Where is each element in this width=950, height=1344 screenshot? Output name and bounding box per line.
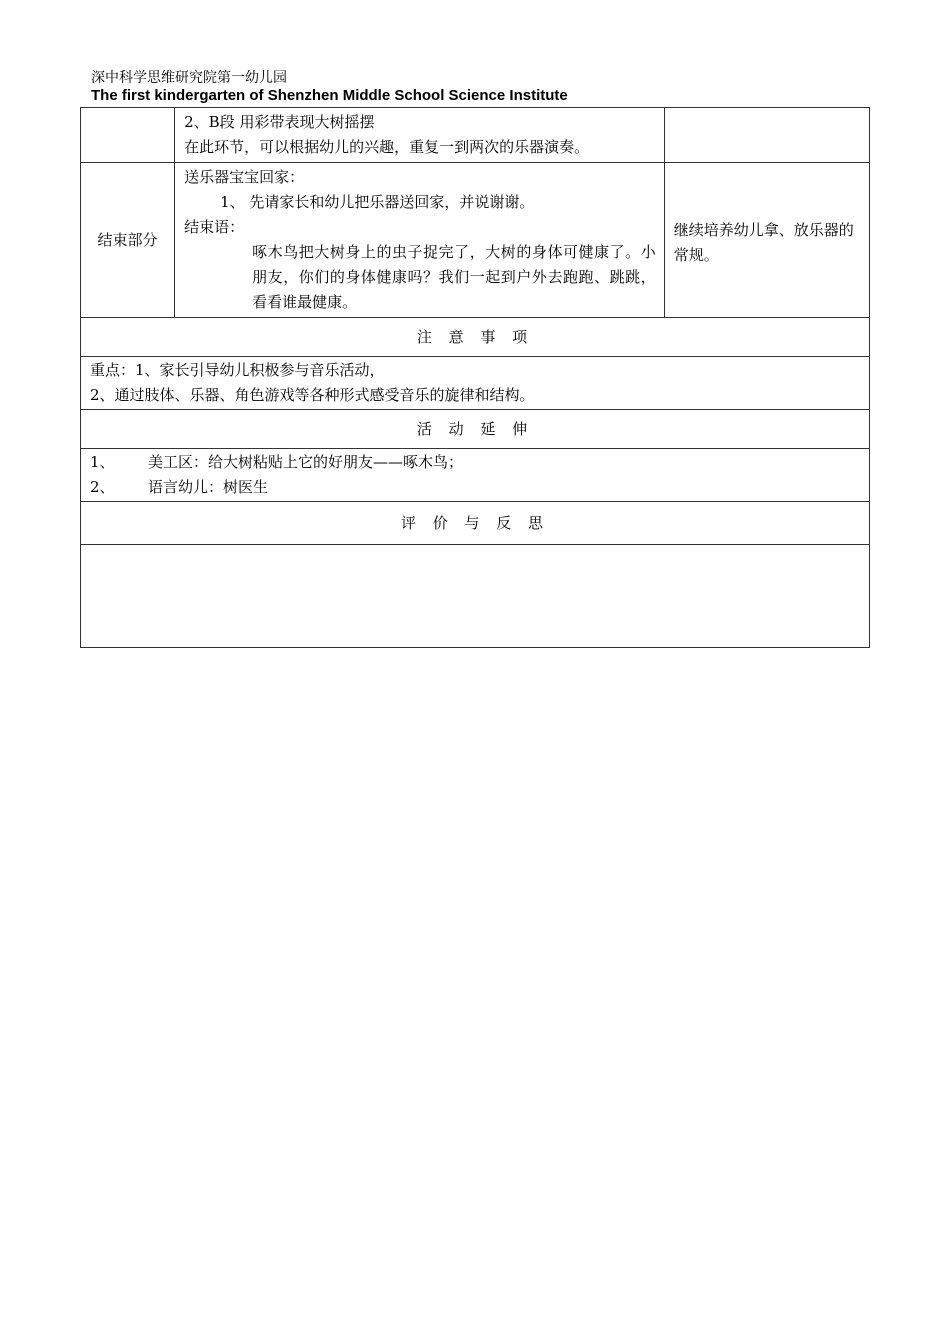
lesson-plan-table (80, 107, 870, 648)
extension-item (90, 475, 861, 500)
cell-empty-note (664, 108, 869, 163)
table-row-notes-content (81, 357, 870, 410)
header-title-en: The first kindergarten of Shenzhen Middle School Science Institute (91, 87, 568, 104)
ending-note: 继续培养幼儿拿、放乐器的常规。 (664, 163, 869, 318)
notes-line-1: 重点：1、家长引导幼儿积极参与音乐活动， (90, 361, 385, 379)
notes-line-2: 2、通过肢体、乐器、角色游戏等各种形式感受音乐的旋律和结构。 (90, 386, 535, 404)
evaluation-section-title: 评 价 与 反 思 (81, 502, 870, 545)
table-row-extension-content (81, 449, 870, 502)
extension-item-number: 2、 (90, 478, 115, 496)
table-row-notes-title (81, 318, 870, 357)
b-section-line-1: 2、B段 用彩带表现大树摇摆 (184, 113, 375, 131)
evaluation-content-area (81, 545, 870, 648)
table-row-evaluation-content (81, 545, 870, 648)
table-row-b-section (81, 108, 870, 163)
extension-item-text: 语言幼儿：树医生 (148, 478, 269, 496)
extension-item (90, 450, 861, 475)
b-section-line-2: 在此环节，可以根据幼儿的兴趣，重复一到两次的乐器演奏。 (184, 138, 590, 156)
cell-extension-content (81, 449, 870, 502)
table-row-ending (81, 163, 870, 318)
table-row-extension-title (81, 410, 870, 449)
table-row-evaluation-title (81, 502, 870, 545)
cell-b-section-content (175, 108, 665, 163)
ending-label: 结束部分 (81, 163, 175, 318)
ending-line-2: 1、 先请家长和幼儿把乐器送回家，并说谢谢。 (220, 193, 535, 211)
ending-line-3: 结束语： (184, 218, 245, 236)
cell-notes-content (81, 357, 870, 410)
ending-line-4: 啄木鸟把大树身上的虫子捉完了，大树的身体可健康了。小朋友，你们的身体健康吗？我们一起到户外去跑跑、跳跳，看看谁最健康。 (252, 243, 656, 311)
notes-section-title: 注 意 事 项 (81, 318, 870, 357)
document-header (91, 69, 871, 105)
extension-item-number: 1、 (90, 453, 115, 471)
cell-empty-label (81, 108, 175, 163)
cell-ending-content (175, 163, 665, 318)
ending-line-1: 送乐器宝宝回家： (184, 168, 305, 186)
extension-section-title: 活 动 延 伸 (81, 410, 870, 449)
extension-item-text: 美工区：给大树粘贴上它的好朋友——啄木鸟； (148, 453, 464, 471)
header-title-cn: 深中科学思维研究院第一幼儿园 (91, 70, 287, 86)
